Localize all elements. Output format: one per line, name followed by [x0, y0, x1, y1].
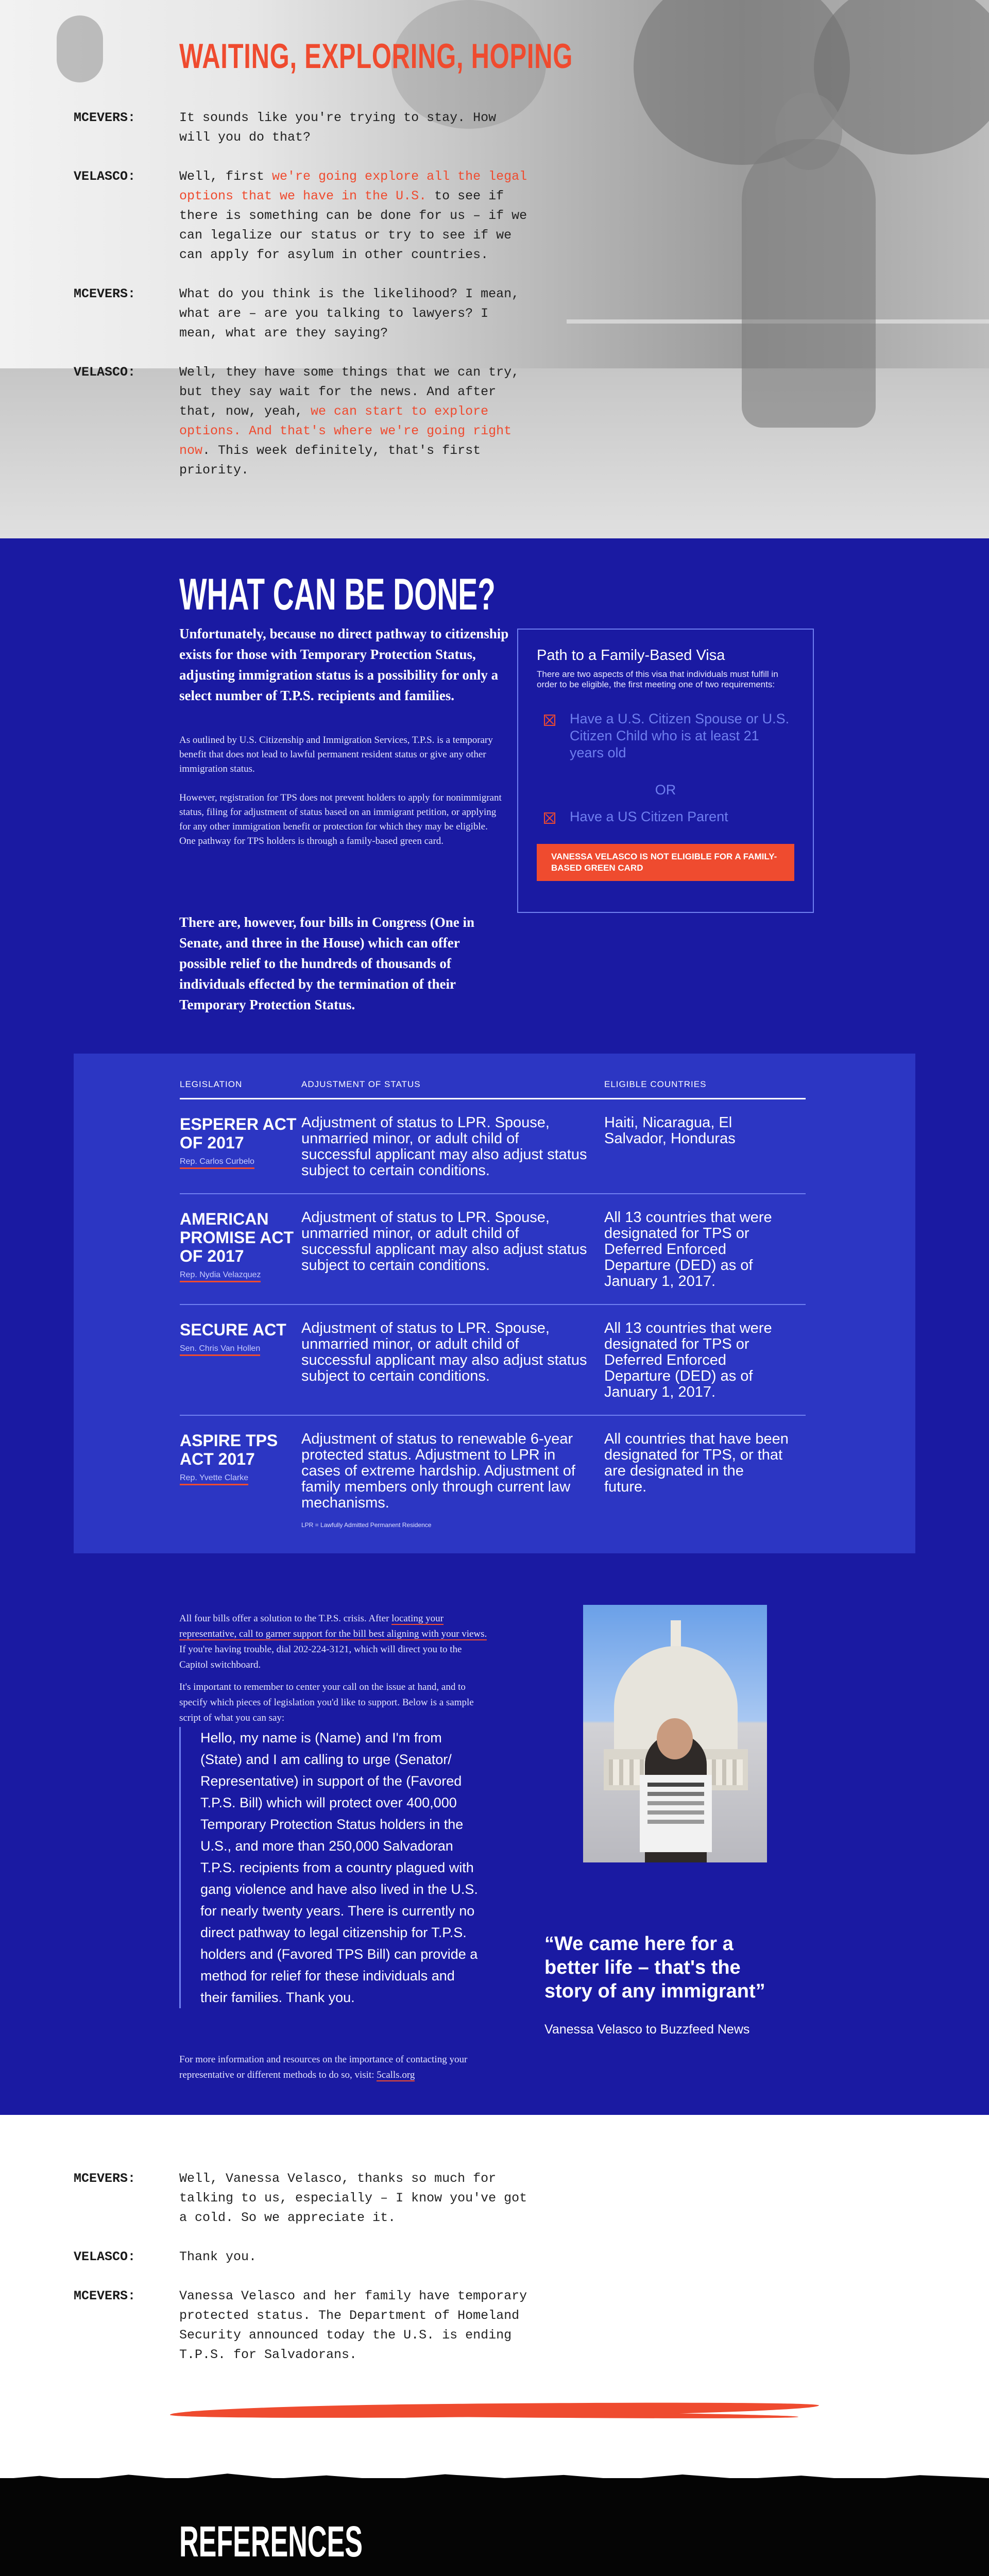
utterance-fragment: It sounds like you're trying to stay. How will you do that?: [179, 110, 497, 145]
table-row: [180, 1305, 806, 1416]
highlighted-quote: we're going explore all the legal options that we have in the U.S.: [179, 169, 527, 204]
references-title: REFERENCES: [179, 2517, 363, 2566]
interview-transcript: [74, 108, 537, 500]
family-visa-card: [517, 629, 814, 913]
utterance-fragment: . This week definitely, that's first priority.: [179, 443, 481, 478]
background-child-figure: [57, 15, 103, 82]
speaker-label: MCEVERS:: [74, 110, 136, 125]
bill-sponsor-link[interactable]: Rep. Yvette Clarke: [180, 1473, 248, 1485]
adjustment-cell: Adjustment of status to LPR. Spouse, unmarried minor, or adult child of successful applicant may also adjust status subject to certain conditions.: [301, 1114, 587, 1179]
cross-box-icon: [544, 715, 555, 726]
highlighted-quote: we can start to explore options. And that's where we're going right now: [179, 404, 512, 458]
bill-sponsor-link[interactable]: Rep. Nydia Velazquez: [180, 1270, 261, 1282]
adjustment-cell: Adjustment of status to LPR. Spouse, unmarried minor, or adult child of successful applicant may also adjust status subject to certain conditions.: [301, 1209, 587, 1274]
visa-requirement-item: [537, 710, 794, 761]
interview-hero-section: [0, 0, 989, 538]
bill-cell: [180, 1431, 301, 1511]
background-person-figure: [742, 139, 876, 428]
bill-name: AMERICAN PROMISE ACT OF 2017: [180, 1210, 294, 1265]
utterance-text: [179, 108, 535, 147]
bill-sponsor-link[interactable]: Sen. Chris Van Hollen: [180, 1344, 260, 1356]
table-row: [180, 1416, 806, 1526]
section-title: WHAT CAN BE DONE?: [179, 570, 496, 619]
bill-cell: [180, 1210, 301, 1290]
transcript-turn: [74, 2169, 537, 2228]
person-face: [657, 1718, 693, 1759]
section-title: WAITING, EXPLORING, HOPING: [179, 37, 573, 76]
ineligible-banner: VANESSA VELASCO IS NOT ELIGIBLE FOR A FAMILY-BASED GREEN CARD: [537, 844, 794, 881]
speaker-label: VELASCO:: [74, 2249, 136, 2264]
countries-cell: All 13 countries that were designated for TPS or Deferred Enforced Departure (DED) as of January 1, 2017.: [604, 1209, 772, 1290]
transcript-turn: [74, 2247, 537, 2267]
references-section: [0, 2478, 989, 2576]
body-paragraph: As outlined by U.S. Citizenship and Immigration Services, T.P.S. is a temporary benefit that does not lead to lawful permanent resident status or give any other immigration status.: [179, 735, 493, 774]
table-footnote: LPR = Lawfully Admitted Permanent Residence: [301, 1521, 432, 1529]
utterance-text: [179, 363, 535, 480]
utterance-fragment: What do you think is the likelihood? I mean, what are – are you talking to lawyers? I mean, what are they saying?: [179, 286, 520, 341]
what-can-be-done-section: [0, 538, 989, 2115]
countries-cell: Haiti, Nicaragua, El Salvador, Honduras: [604, 1114, 736, 1147]
visa-requirement-text: Have a US Citizen Parent: [570, 809, 728, 824]
table-row: [180, 1099, 806, 1194]
locate-representative-link[interactable]: locating your representative, call to garner support for the bill best aligning with your views.: [179, 1613, 487, 1639]
speaker-label: MCEVERS:: [74, 2171, 136, 2186]
lead-paragraph: Unfortunately, because no direct pathway to citizenship exists for those with Temporary Protection Status, adjusting immigration status is a possibility for only a select number of T.P.S. recipients and families.: [179, 626, 509, 703]
more-info-text: For more information and resources on the importance of contacting your representative or different methods to do so, visit:: [179, 2054, 468, 2080]
bill-cell: [180, 1115, 301, 1179]
interview-closing-section: [0, 2115, 989, 2478]
legislation-panel: [74, 1054, 915, 1553]
visa-requirement-item: [537, 808, 794, 825]
5calls-link[interactable]: 5calls.org: [377, 2070, 415, 2080]
call-paragraph: [179, 1611, 488, 1673]
capitol-photo: [583, 1605, 767, 1862]
call-text: All four bills offer a solution to the T.P.S. crisis. After: [179, 1613, 392, 1624]
speaker-label: VELASCO:: [74, 365, 136, 380]
quote-attribution: Vanessa Velasco to Buzzfeed News: [544, 2022, 750, 2037]
utterance-fragment: Well, first: [179, 169, 272, 184]
sample-call-script: Hello, my name is (Name) and I'm from (State) and I am calling to urge (Senator/ Representative) in support of the (Favored T.P.S. Bill) which will protect over 400,000 Temporary Protection Status holders in the U.S., and more than 250,000 Salvadoran T.P.S. recipients from a country plagued with gang violence and have also lived in the U.S. for nearly twenty years. There is currently no direct pathway to legal citizenship for T.P.S. holders and (Favored TPS Bill) can provide a method for relief for these individuals and their families. Thank you.: [179, 1727, 483, 2008]
utterance-fragment: to see if there is something can be done for us – if we can legalize our status or try to see if we can apply for asylum in other countries.: [179, 189, 527, 262]
column-header: ADJUSTMENT OF STATUS: [301, 1079, 421, 1089]
column-header: ELIGIBLE COUNTRIES: [604, 1079, 707, 1089]
transcript-turn: [74, 284, 537, 343]
utterance-text: Vanessa Velasco and her family have temporary protected status. The Department of Homeland Security announced today the U.S. is ending T.P.S. for Salvadorans.: [179, 2289, 527, 2362]
visa-card-title: Path to a Family-Based Visa: [537, 647, 725, 664]
pull-quote: “We came here for a better life – that's the story of any immigrant”: [544, 1933, 765, 2002]
bill-cell: [180, 1320, 301, 1400]
transcript-turn: [74, 2286, 537, 2365]
call-text: If you're having trouble, dial 202-224-3121, which will direct you to the Capitol switchboard.: [179, 1644, 462, 1670]
transcript-turn: [74, 167, 537, 265]
bill-sponsor-link[interactable]: Rep. Carlos Curbelo: [180, 1157, 254, 1169]
bill-name: ESPERER ACT OF 2017: [180, 1115, 297, 1152]
body-paragraph: However, registration for TPS does not prevent holders to apply for nonimmigrant status, filing for adjustment of status based on an immigrant petition, or applying for any other immigration benefit or protection for which they may be eligible. One pathway for TPS holders is through a family-based green card.: [179, 792, 502, 846]
interview-transcript: [74, 2169, 537, 2384]
speaker-label: VELASCO:: [74, 169, 136, 184]
speaker-label: MCEVERS:: [74, 2289, 136, 2303]
transcript-turn: [74, 108, 537, 147]
adjustment-cell: Adjustment of status to renewable 6-year protected status. Adjustment to LPR in cases of extreme hardship. Adjustment of family members only through current law mechanisms.: [301, 1431, 575, 1511]
utterance-text: [179, 167, 535, 265]
cross-box-icon: [544, 812, 555, 824]
table-row: [180, 1194, 806, 1305]
adjustment-cell: Adjustment of status to LPR. Spouse, unmarried minor, or adult child of successful applicant may also adjust status subject to certain conditions.: [301, 1320, 587, 1384]
bill-name: SECURE ACT: [180, 1320, 286, 1339]
visa-requirement-text: Have a U.S. Citizen Spouse or U.S. Citizen Child who is at least 21 years old: [570, 711, 790, 760]
bill-name: ASPIRE TPS ACT 2017: [180, 1431, 278, 1468]
utterance-text: Thank you.: [179, 2249, 257, 2264]
or-divider: OR: [655, 782, 676, 798]
held-newspaper: [640, 1775, 712, 1852]
column-header: LEGISLATION: [180, 1079, 243, 1089]
countries-cell: All countries that have been designated for TPS, or that are designated in the future.: [604, 1431, 789, 1495]
utterance-fragment: Well, they have some things that we can try, but they say wait for the news. And after that, now, yeah,: [179, 365, 520, 419]
body-paragraph: It's important to remember to center your call on the issue at hand, and to specify which pieces of legislation you'd like to support. Below is a sample script of what you can say:: [179, 1682, 474, 1723]
utterance-text: Well, Vanessa Velasco, thanks so much for talking to us, especially – I know you've got a cold. So we appreciate it.: [179, 2171, 527, 2225]
table-header: [180, 1079, 806, 1099]
lead-paragraph: There are, however, four bills in Congress (One in Senate, and three in the House) which can offer possible relief to the hundreds of thousands of individuals effected by the termination of their Temporary Protection Status.: [179, 914, 475, 1012]
utterance-text: [179, 284, 535, 343]
transcript-turn: [74, 363, 537, 480]
more-info-paragraph: [179, 2052, 499, 2083]
legislation-table: [180, 1079, 806, 1529]
visa-card-description: There are two aspects of this visa that individuals must fulfill in order to be eligible, the first meeting one of two requirements:: [537, 669, 778, 689]
speaker-label: MCEVERS:: [74, 286, 136, 301]
countries-cell: All 13 countries that were designated for TPS or Deferred Enforced Departure (DED) as of January 1, 2017.: [604, 1320, 772, 1400]
